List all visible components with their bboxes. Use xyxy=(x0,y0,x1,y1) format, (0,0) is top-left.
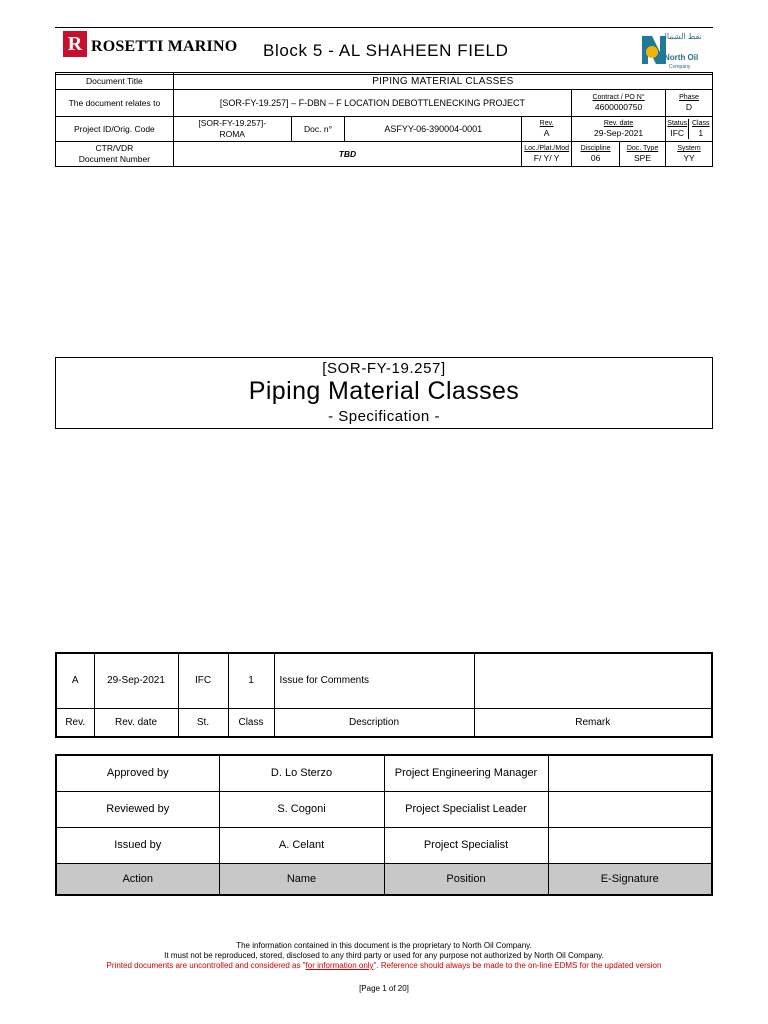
approval-position: Project Specialist Leader xyxy=(384,791,548,827)
approval-name: S. Cogoni xyxy=(219,791,384,827)
doc-title-label: Document Title xyxy=(56,73,174,90)
rev-header-date: Rev. date xyxy=(94,708,178,737)
approval-table xyxy=(55,754,713,896)
ctr-label-cell xyxy=(56,142,174,167)
footer xyxy=(0,941,768,971)
doctype-cell xyxy=(620,142,666,167)
table-row xyxy=(56,791,712,827)
loc-value: F/ Y/ Y xyxy=(533,153,560,163)
table-row xyxy=(56,755,712,791)
footer-warning-c: ". Reference should always be made to the on-line EDMS for the updated version xyxy=(373,961,662,970)
table-row xyxy=(56,827,712,863)
class-label: Class xyxy=(691,120,710,127)
page-number: [Page 1 of 20] xyxy=(359,984,409,993)
phase-label: Phase xyxy=(679,94,699,101)
disc-value: 06 xyxy=(590,153,601,163)
ctr-value: TBD xyxy=(173,142,521,167)
status-cell xyxy=(666,119,689,139)
rosetti-logo-icon: R xyxy=(63,31,87,57)
ctr-label-1: CTR/VDR xyxy=(95,143,134,153)
footer-warning-emphasis: for information only xyxy=(305,961,374,970)
system-label: System xyxy=(677,145,701,152)
docno-value: ASFYY-06-390004-0001 xyxy=(345,117,522,142)
rev-header-rev: Rev. xyxy=(56,708,94,737)
project-cell xyxy=(173,117,291,142)
loc-label: Loc./Plat./Mod xyxy=(524,145,569,152)
system-cell xyxy=(665,142,712,167)
company-name: ROSETTI MARINO xyxy=(91,38,238,55)
rev-header-remark: Remark xyxy=(474,708,712,737)
table-row xyxy=(56,653,712,708)
rev-row-rev: A xyxy=(56,653,94,708)
approval-action: Issued by xyxy=(56,827,219,863)
approval-signature xyxy=(548,791,712,827)
client-name: North Oil xyxy=(664,53,699,62)
rev-row-remark xyxy=(474,653,712,708)
disc-cell xyxy=(572,142,620,167)
footer-warning xyxy=(0,961,768,971)
footer-warning-a: Printed documents are uncontrolled and considered as " xyxy=(106,961,306,970)
approval-header-name: Name xyxy=(219,863,384,895)
revision-table xyxy=(55,652,713,738)
disc-label: Discipline xyxy=(580,145,611,152)
title-code: [SOR-FY-19.257] xyxy=(322,360,446,377)
document-subtitle: - Specification - xyxy=(328,408,440,425)
client-arabic-name: نفط الشمال xyxy=(661,32,702,41)
approval-signature xyxy=(548,827,712,863)
relates-label: The document relates to xyxy=(56,90,174,117)
project-value-2: ROMA xyxy=(219,129,245,139)
revdate-value: 29-Sep-2021 xyxy=(593,128,644,138)
rev-label: Rev. xyxy=(539,120,554,127)
docno-label: Doc. n° xyxy=(291,117,345,142)
revdate-cell xyxy=(572,117,666,142)
status-label: Status xyxy=(667,120,688,127)
approval-signature xyxy=(548,755,712,791)
rev-row-description: Issue for Comments xyxy=(274,653,474,708)
approval-name: A. Celant xyxy=(219,827,384,863)
loc-cell xyxy=(522,142,572,167)
class-cell xyxy=(689,119,712,139)
rev-row-date: 29-Sep-2021 xyxy=(94,653,178,708)
footer-line-1: The information contained in this document is the proprietary to North Oil Company. xyxy=(236,941,532,950)
doctype-label: Doc. Type xyxy=(626,145,659,152)
class-value: 1 xyxy=(698,128,704,138)
approval-position: Project Specialist xyxy=(384,827,548,863)
client-sub: Company xyxy=(669,64,691,70)
table-header-row xyxy=(56,863,712,895)
status-value: IFC xyxy=(670,128,685,138)
rev-value: A xyxy=(543,128,550,138)
phase-value: D xyxy=(685,102,693,112)
project-value-1: [SOR-FY-19.257]- xyxy=(198,118,267,128)
rev-row-st: IFC xyxy=(178,653,228,708)
approval-header-signature: E-Signature xyxy=(548,863,712,895)
ctr-label-2: Document Number xyxy=(78,154,151,164)
phase-cell xyxy=(665,90,712,117)
rev-header-st: St. xyxy=(178,708,228,737)
rev-row-class: 1 xyxy=(228,653,274,708)
approval-position: Project Engineering Manager xyxy=(384,755,548,791)
table-header-row xyxy=(56,708,712,737)
document-meta-table xyxy=(55,72,713,167)
document-main-title: Piping Material Classes xyxy=(248,377,520,405)
contract-value: 4600000750 xyxy=(594,102,643,112)
relates-value: [SOR-FY-19.257] – F-DBN – F LOCATION DEBOTTLENECKING PROJECT xyxy=(173,90,571,117)
approval-action: Approved by xyxy=(56,755,219,791)
approval-name: D. Lo Sterzo xyxy=(219,755,384,791)
approval-action: Reviewed by xyxy=(56,791,219,827)
footer-line-2: It must not be reproduced, stored, disclosed to any third party or used for any purpose not authorized by North Oil Company. xyxy=(164,951,604,960)
system-value: YY xyxy=(683,153,695,163)
page-title: Block 5 - AL SHAHEEN FIELD xyxy=(263,41,509,60)
contract-cell xyxy=(572,90,666,117)
status-class-cell xyxy=(665,117,712,142)
revdate-label: Rev. date xyxy=(603,120,634,127)
title-block xyxy=(55,357,713,429)
rev-header-class: Class xyxy=(228,708,274,737)
contract-label: Contract / PO N° xyxy=(592,94,645,101)
rev-cell xyxy=(522,117,572,142)
doctype-value: SPE xyxy=(634,153,652,163)
approval-header-action: Action xyxy=(56,863,219,895)
project-label: Project ID/Orig. Code xyxy=(56,117,174,142)
rev-header-description: Description xyxy=(274,708,474,737)
doc-title-value: PIPING MATERIAL CLASSES xyxy=(173,73,712,90)
approval-header-position: Position xyxy=(384,863,548,895)
